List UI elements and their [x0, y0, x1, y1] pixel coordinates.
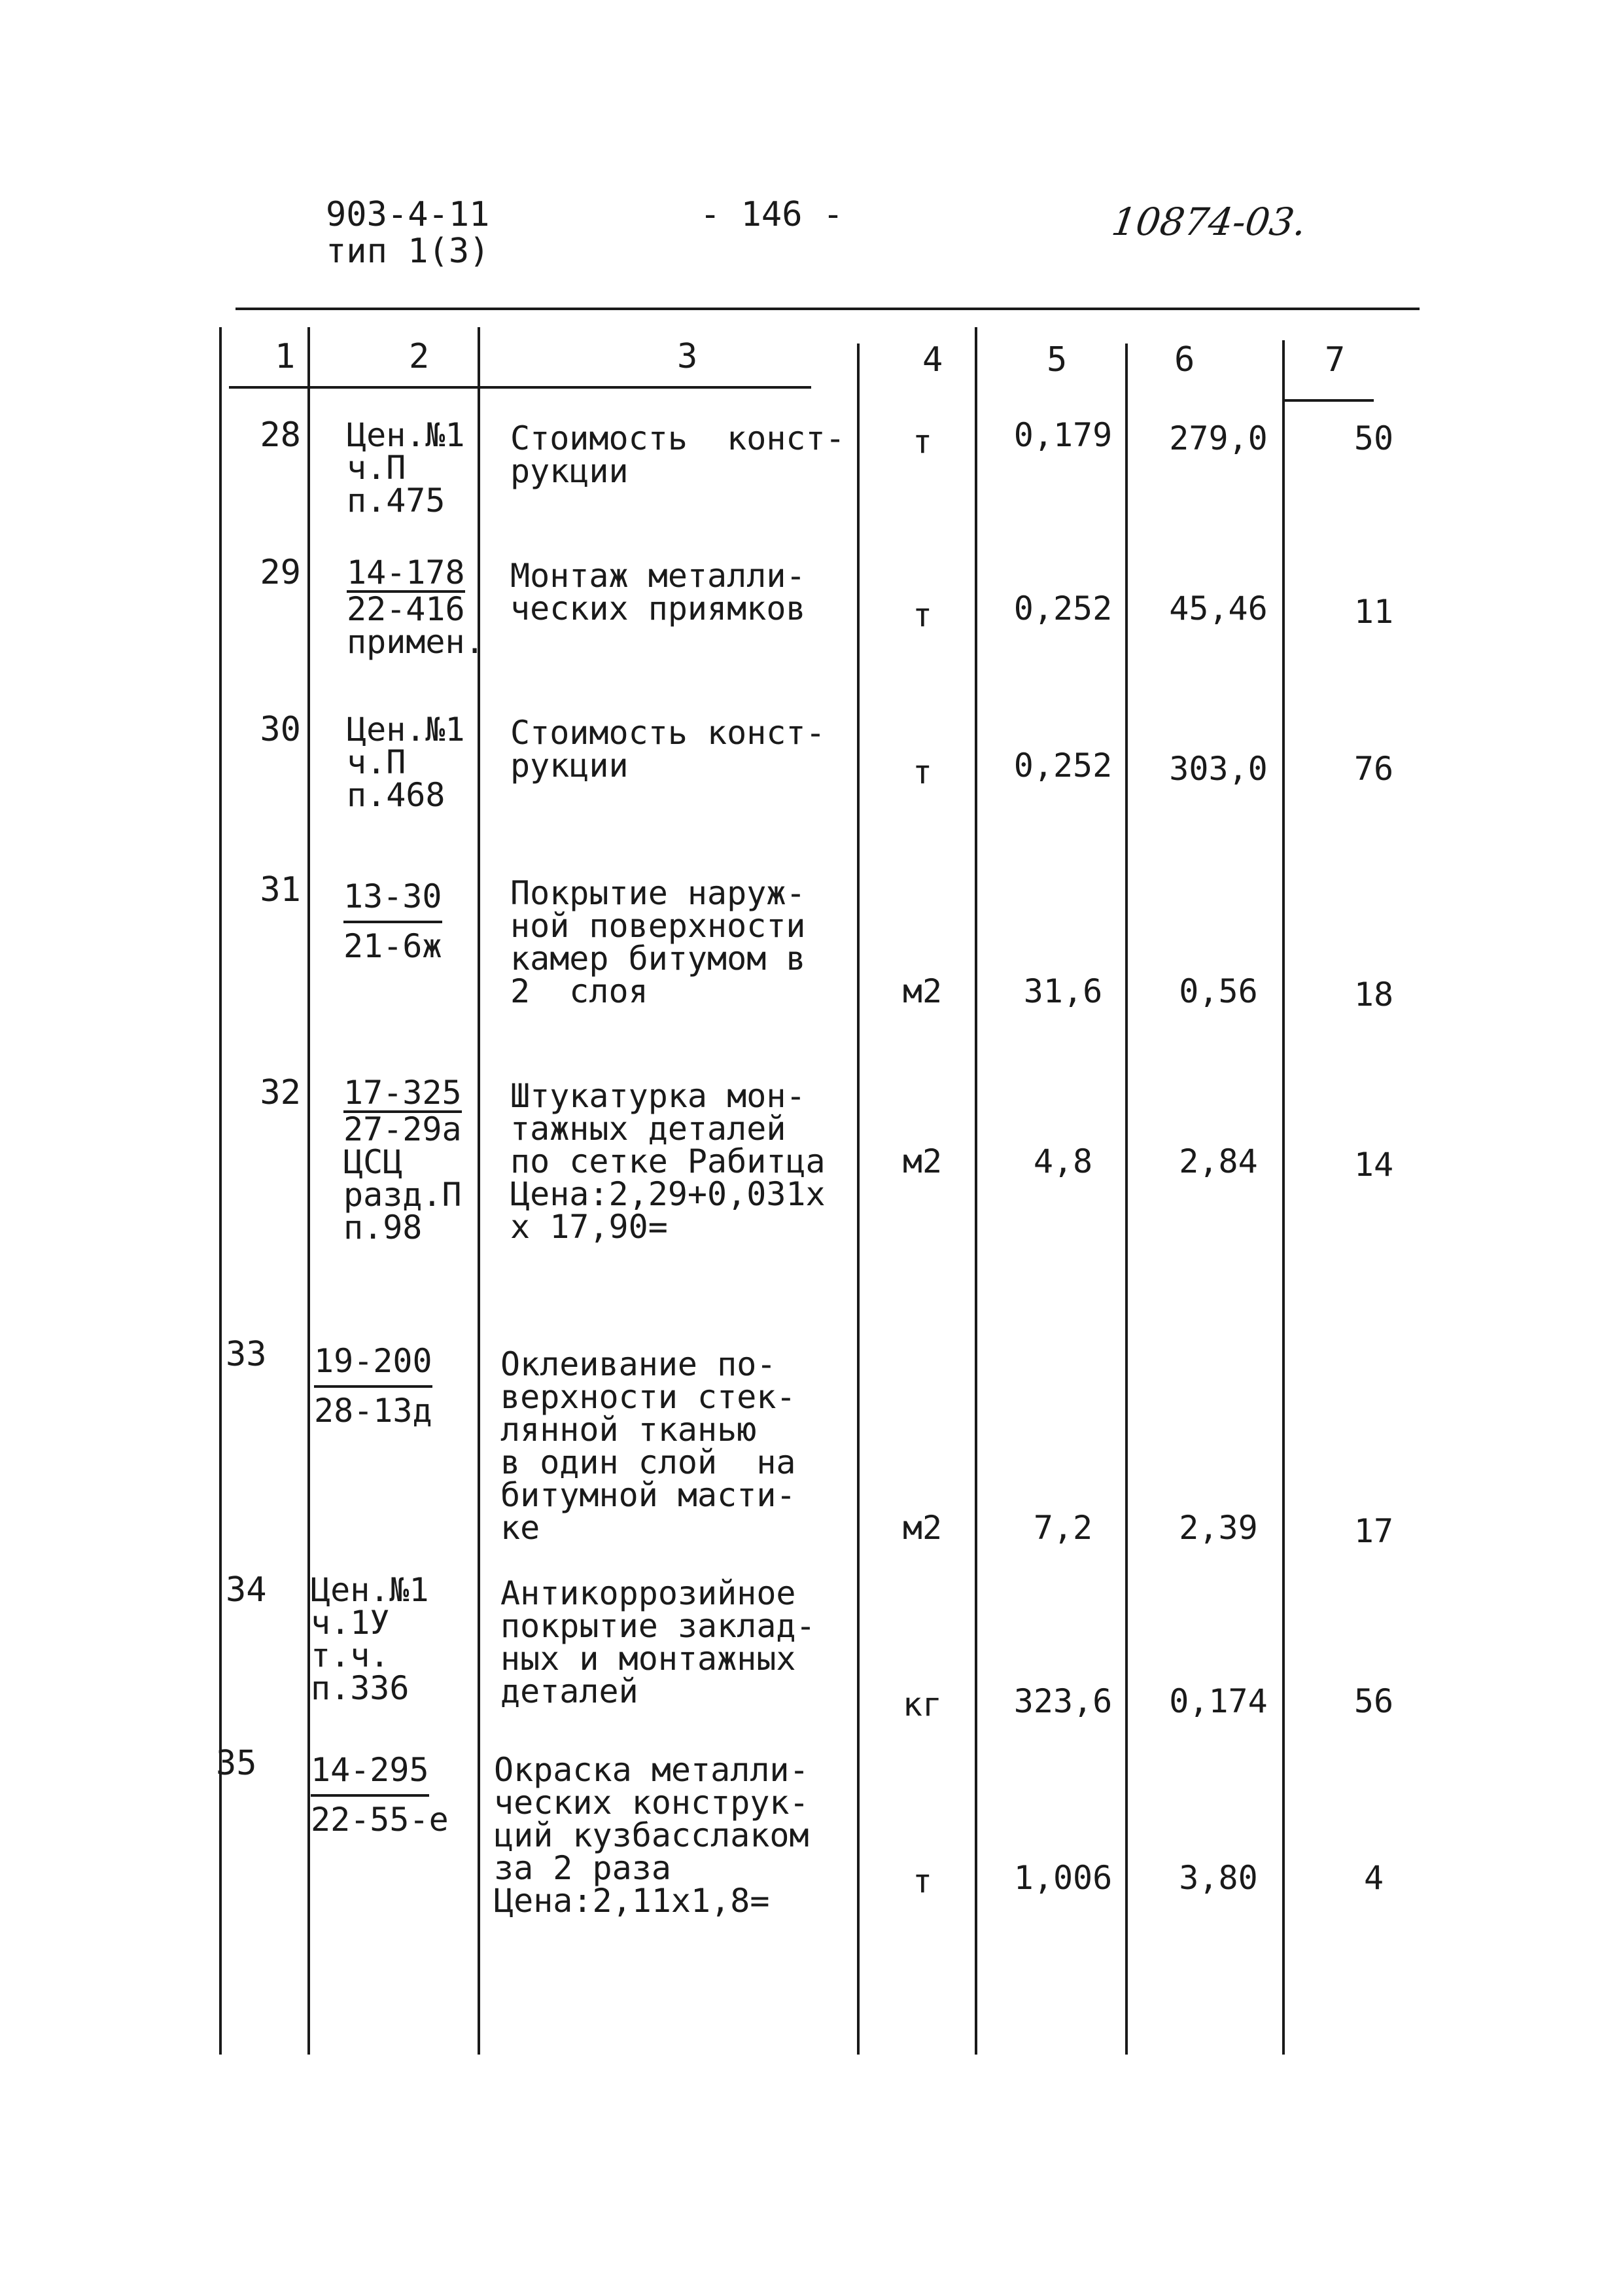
row-34-number: 34 [226, 1570, 267, 1610]
row-32-desc [510, 1077, 826, 1246]
row-35-qty: 1,006 [1013, 1859, 1113, 1897]
desc-line: в один слой на [500, 1443, 796, 1481]
row-34-desc [500, 1574, 816, 1710]
desc-line: Покрытие наруж- [510, 874, 806, 912]
col-header-2: 2 [409, 337, 430, 376]
col-rule-3 [857, 344, 860, 2055]
ref-line: Цен.№1 [311, 1571, 429, 1609]
row-29-price: 45,46 [1169, 590, 1268, 627]
col-header-7: 7 [1325, 340, 1346, 380]
ref-line: т.ч. [311, 1636, 390, 1674]
desc-line: рукции [510, 452, 629, 490]
ref-numerator: 17-325 [343, 1074, 462, 1112]
desc-line: камер битумом в [510, 940, 806, 978]
row-29-total: 11 [1353, 593, 1394, 631]
ref-line: 22-55-е [311, 1801, 449, 1839]
row-34-price: 0,174 [1169, 1682, 1268, 1720]
row-34-ref [311, 1571, 429, 1707]
desc-line: покрытие заклад- [500, 1607, 816, 1645]
col-header-5: 5 [1047, 340, 1068, 380]
row-35-ref [311, 1747, 449, 1843]
ref-line: п.98 [343, 1209, 423, 1246]
row-30-unit: т [912, 753, 933, 791]
row-30-price: 303,0 [1169, 750, 1268, 788]
desc-line: тажных деталей [510, 1110, 786, 1148]
desc-line: Штукатурка мон- [510, 1077, 806, 1115]
desc-line: ций кузбасслаком [494, 1816, 809, 1854]
row-34-unit: кг [902, 1686, 943, 1723]
desc-line: деталей [500, 1672, 638, 1710]
row-31-unit: м2 [902, 972, 943, 1010]
desc-line: за 2 раза [494, 1849, 671, 1887]
desc-line: ных и монтажных [500, 1640, 796, 1678]
col-rule-0 [219, 327, 222, 2055]
ref-line: 27-29а [343, 1110, 462, 1148]
row-33-qty: 7,2 [1033, 1509, 1093, 1547]
ref-line: ч.П [347, 449, 406, 487]
price-formula-line: Цена:2,29+0,031х [510, 1175, 826, 1213]
page-number: - 146 - [700, 195, 844, 234]
ref-line: 28-13д [314, 1392, 432, 1430]
doc-code-line2: тип 1(3) [326, 232, 490, 271]
ref-numerator: 14-178 [347, 554, 465, 592]
ref-line: 22-416 [347, 590, 465, 628]
handwritten-ref: 10874-03. [1109, 200, 1310, 244]
row-29-desc [510, 559, 806, 625]
row-33-unit: м2 [902, 1509, 943, 1547]
row-31-total: 18 [1353, 976, 1394, 1014]
desc-line: Монтаж металли- [510, 557, 806, 595]
desc-line: по сетке Рабитца [510, 1142, 826, 1180]
top-rule [236, 308, 1420, 310]
row-31-desc [510, 874, 806, 1010]
ref-line: разд.П [343, 1176, 462, 1214]
row-28-ref [347, 416, 465, 520]
row-30-desc [510, 714, 826, 785]
row-32-number: 32 [260, 1073, 301, 1112]
row-30-number: 30 [260, 710, 301, 749]
row-34-qty: 323,6 [1013, 1682, 1113, 1720]
col-header-1: 1 [275, 337, 296, 376]
ref-line: Цен.№1 [347, 416, 465, 454]
desc-line: Стоимость конст- [510, 419, 845, 457]
col-header-6: 6 [1174, 340, 1195, 380]
row-35-number: 35 [216, 1744, 257, 1783]
desc-line: Стоимость конст- [510, 714, 826, 752]
desc-line: ческих приямков [510, 590, 806, 627]
row-34-total: 56 [1353, 1682, 1394, 1720]
row-28-unit: т [912, 423, 933, 461]
ref-line: ЦСЦ [343, 1143, 403, 1181]
col-header-3: 3 [677, 337, 698, 376]
desc-line: Антикоррозийное [500, 1574, 796, 1612]
row-33-total: 17 [1353, 1512, 1394, 1550]
row-32-qty: 4,8 [1033, 1142, 1093, 1180]
row-31-ref [343, 874, 442, 969]
row-32-total: 14 [1353, 1146, 1394, 1184]
row-33-price: 2,39 [1179, 1509, 1258, 1547]
row-29-qty: 0,252 [1013, 590, 1113, 627]
ref-line: ч.П [347, 743, 406, 781]
desc-line: Окраска металли- [494, 1751, 809, 1789]
row-35-desc [494, 1751, 809, 1920]
row-31-number: 31 [260, 870, 301, 910]
ref-numerator: 13-30 [343, 874, 442, 923]
row-31-price: 0,56 [1179, 972, 1258, 1010]
desc-line: битумной масти- [500, 1476, 796, 1514]
col-rule-1 [307, 327, 310, 2055]
row-33-desc [500, 1345, 796, 1547]
desc-line: ной поверхности [510, 907, 806, 945]
doc-code-line1: 903-4-11 [326, 195, 490, 234]
row-30-ref [347, 711, 465, 814]
row-29-unit: т [912, 596, 933, 634]
price-formula-line: х 17,90= [510, 1208, 668, 1246]
header-underline-right [1282, 399, 1374, 402]
desc-line: Оклеивание по- [500, 1345, 777, 1383]
ref-line: Цен.№1 [347, 711, 465, 749]
ref-line: п.468 [347, 776, 445, 814]
row-30-qty: 0,252 [1013, 747, 1113, 785]
row-32-ref [343, 1076, 462, 1244]
row-35-unit: т [912, 1862, 933, 1900]
ref-numerator: 19-200 [314, 1338, 432, 1388]
row-28-number: 28 [260, 415, 301, 455]
desc-line: лянной тканью [500, 1411, 757, 1449]
doc-code [326, 196, 489, 270]
row-31-qty: 31,6 [1023, 972, 1103, 1010]
ref-line: п.336 [311, 1669, 410, 1707]
desc-line: рукции [510, 747, 629, 785]
row-33-number: 33 [226, 1335, 267, 1374]
ref-line: примен. [347, 623, 485, 661]
ref-line: ч.1У [311, 1604, 390, 1642]
header-underline-left [229, 386, 811, 389]
row-28-price: 279,0 [1169, 419, 1268, 457]
row-32-price: 2,84 [1179, 1142, 1258, 1180]
row-28-desc [510, 419, 845, 490]
row-29-ref [347, 554, 485, 661]
desc-line: ческих конструк- [494, 1784, 809, 1822]
row-32-unit: м2 [902, 1142, 943, 1180]
row-35-total: 4 [1363, 1859, 1384, 1897]
desc-line: ке [500, 1509, 540, 1547]
row-28-total: 50 [1353, 419, 1394, 457]
ref-line: п.475 [347, 482, 445, 520]
row-28-qty: 0,179 [1013, 416, 1113, 454]
col-header-4: 4 [922, 340, 943, 380]
desc-line: верхности стек- [500, 1378, 796, 1416]
row-33-ref [314, 1338, 432, 1434]
ref-line: 21-6ж [343, 927, 442, 965]
desc-line: 2 слоя [510, 972, 648, 1010]
row-30-total: 76 [1353, 750, 1394, 788]
row-35-price: 3,80 [1179, 1859, 1258, 1897]
ref-numerator: 14-295 [311, 1747, 429, 1797]
col-rule-4 [975, 327, 977, 2055]
price-formula-line: Цена:2,11х1,8= [494, 1882, 770, 1920]
row-29-number: 29 [260, 553, 301, 592]
